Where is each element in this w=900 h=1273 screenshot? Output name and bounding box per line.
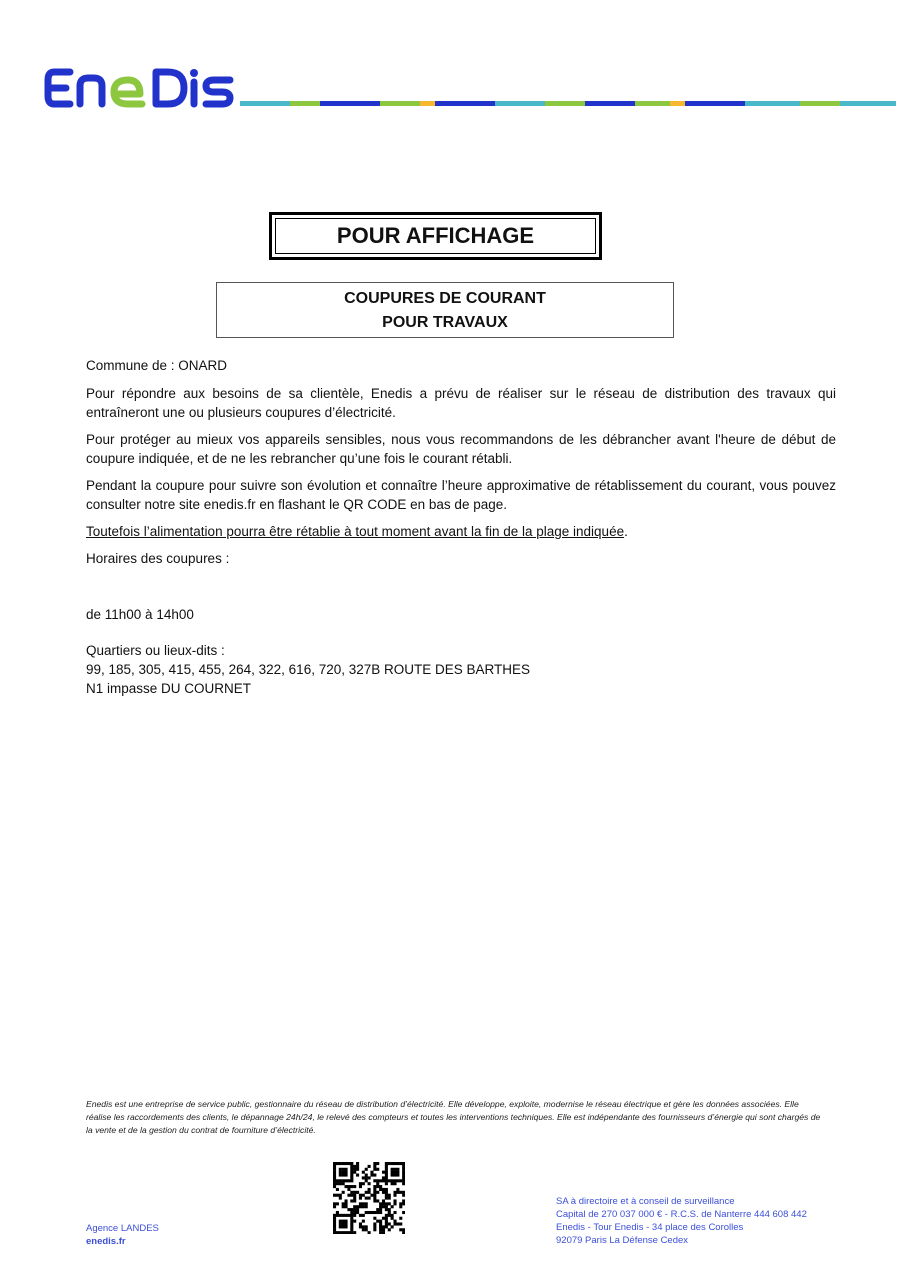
warning-underlined: Toutefois l’alimentation pourra être rétablie à tout moment avant la fin de la plage indiquée: [86, 524, 625, 539]
corp-line-3: Enedis - Tour Enedis - 34 place des Corolles: [556, 1222, 744, 1233]
header-stripe: [240, 101, 896, 106]
legal-notice: Enedis est une entreprise de service public, gestionnaire du réseau de distribution d’électricité. Elle développe, exploite, modernise le réseau électrique et gère les données associées. Elle réalise les raccordements des clients, le dépannage 24h/24, le relevé des compteurs et toutes les interventions techniques. Elle est indépendante des fournisseurs d’énergie qui sont chargés de la vente et de la gestion du contrat de fourniture d’électricité.: [86, 1099, 821, 1135]
agency-name: Agence LANDES: [86, 1223, 159, 1234]
notice-frame: [269, 212, 602, 260]
paragraph-3: Pendant la coupure pour suivre son évolution et connaître l’heure approximative de rétablissement du courant, vous pouvez consulter notre site enedis.fr en flashant le QR CODE en bas de page.: [86, 478, 836, 512]
warning-end: .: [624, 524, 628, 539]
commune: Commune de : ONARD: [86, 358, 228, 373]
paragraph-2: Pour protéger au mieux vos appareils sensibles, nous vous recommandons de les débrancher avant l'heure de début de coupure indiquée, et de ne les rebrancher qu’une fois le courant rétabli.: [86, 432, 836, 466]
hours-value: de 11h00 à 14h00: [86, 607, 194, 622]
enedis-logo: [44, 66, 234, 110]
website-link[interactable]: enedis.fr: [86, 1236, 126, 1247]
places-line-1: 99, 185, 305, 415, 455, 264, 322, 616, 720, 327B ROUTE DES BARTHES: [86, 662, 531, 677]
places-line-2: N1 impasse DU COURNET: [86, 681, 252, 696]
places-label: Quartiers ou lieux-dits :: [86, 643, 225, 658]
notice-title: POUR AFFICHAGE: [275, 218, 596, 254]
hours-label: Horaires des coupures :: [86, 551, 230, 566]
corp-line-2: Capital de 270 037 000 € - R.C.S. de Nanterre 444 608 442: [556, 1209, 807, 1220]
agency-block: [86, 1222, 159, 1248]
title-line-1: COUPURES DE COURANT: [344, 290, 546, 307]
title-line-2: POUR TRAVAUX: [382, 314, 508, 331]
corp-line-4: 92079 Paris La Défense Cedex: [556, 1235, 689, 1246]
paragraph-1: Pour répondre aux besoins de sa clientèle, Enedis a prévu de réaliser sur le réseau de distribution des travaux qui entraîneront une ou plusieurs coupures d’électricité.: [86, 386, 836, 420]
title-box: [216, 282, 674, 338]
corporate-info: [556, 1195, 807, 1247]
paragraph-4: [86, 523, 836, 542]
qr-code[interactable]: [333, 1162, 405, 1234]
corp-line-1: SA à directoire et à conseil de surveillance: [556, 1196, 735, 1207]
